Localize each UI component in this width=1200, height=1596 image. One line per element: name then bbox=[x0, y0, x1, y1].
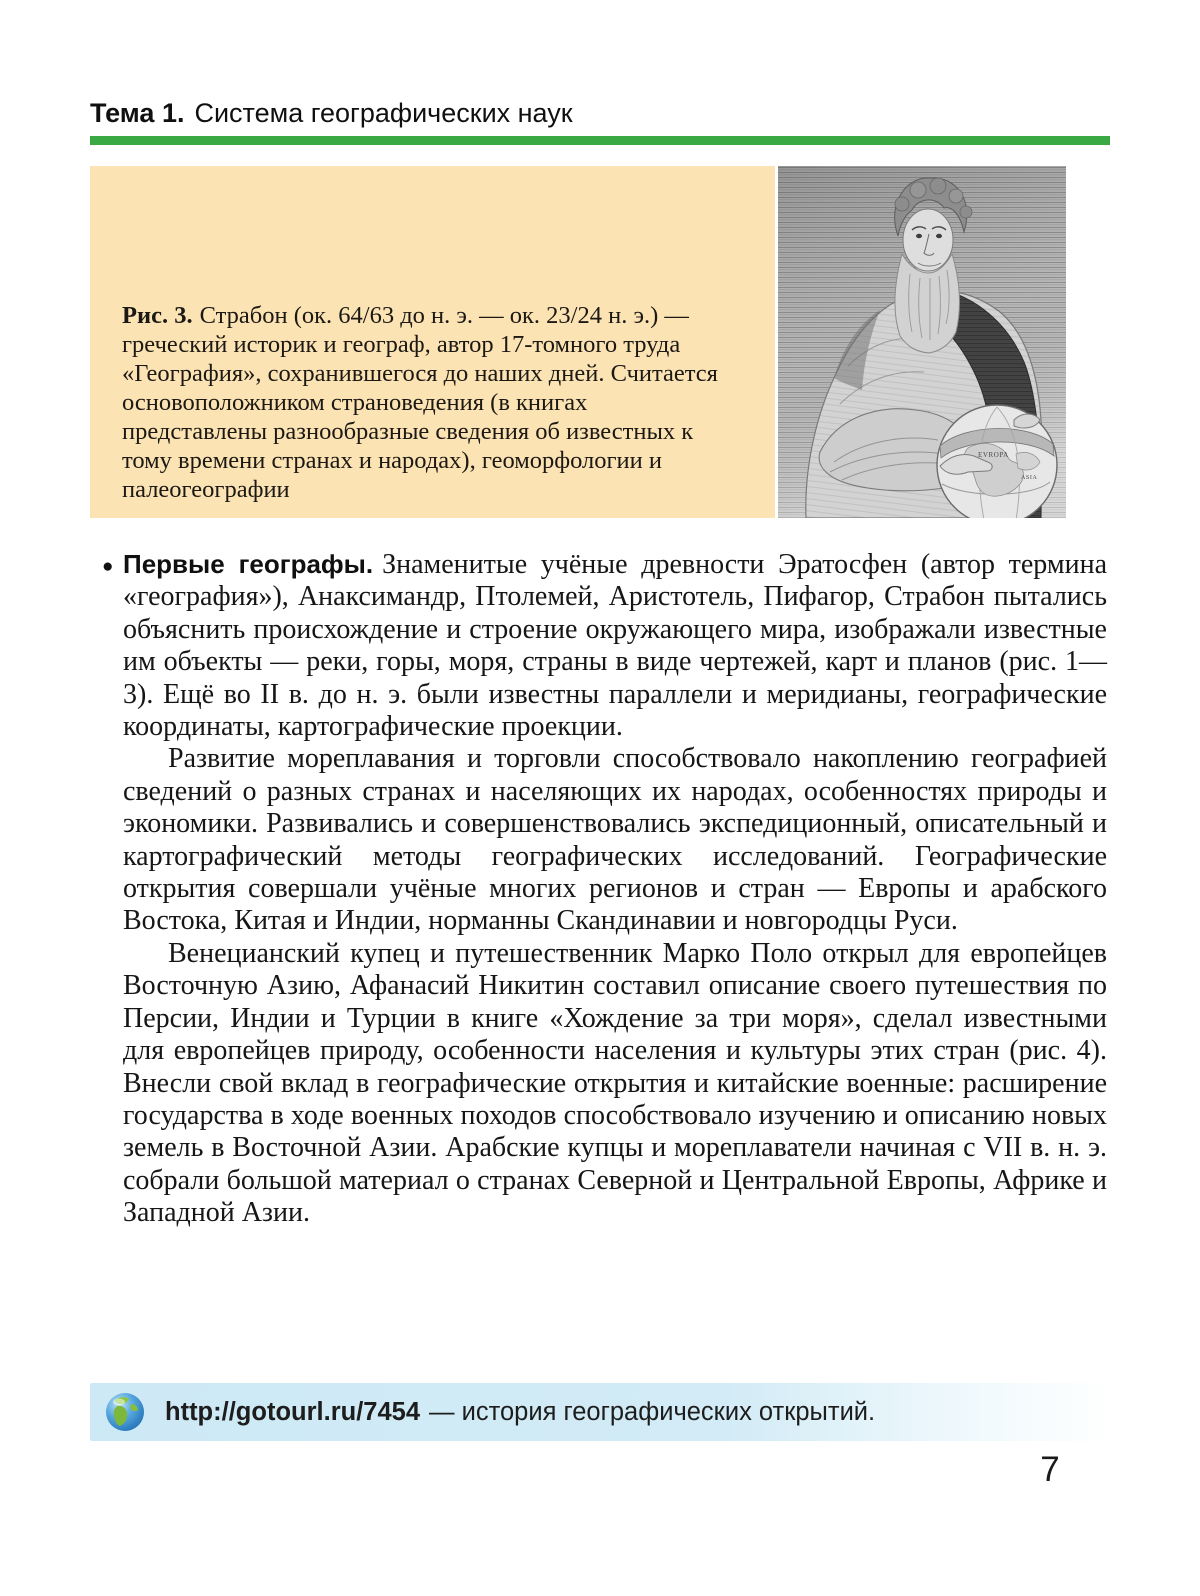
figure-caption-box bbox=[90, 166, 775, 518]
page-number: 7 bbox=[1040, 1450, 1060, 1489]
globe-icon bbox=[105, 1392, 145, 1432]
figure-caption-text: Страбон (ок. 64/63 до н. э. — ок. 23/24 н. э.) — греческий историк и географ, автор 17-томного труда «География», сохранившегося до наших дней. Считается основоположником страноведения (в книгах представлены разнообразные сведения об известных к тому времени странах и народах), геоморфологии и палеогеографии bbox=[122, 302, 718, 503]
link-description: — история географических открытий. bbox=[429, 1397, 876, 1426]
strabo-portrait-image bbox=[778, 166, 1066, 518]
globe-label-asia: ASIA bbox=[1021, 475, 1038, 481]
figure-caption-label: Рис. 3. bbox=[122, 302, 193, 329]
paragraph-first-text: Знаменитые учёные древности Эратосфен (автор термина «география»), Анаксимандр, Птолемей, Аристотель, Пифагор, Страбон пытались объяснить происхождение и строение окружающего мира, изображали известные им объекты — реки, горы, моря, страны в виде чертежей, карт и планов (рис. 1—3). Ещё во II в. до н. э. были известны параллели и меридианы, географические координаты, картографические проекции. bbox=[123, 549, 1107, 743]
paragraph-marco-polo: Венецианский купец и путешественник Марко Поло открыл для европейцев Восточную Азию, Афанасий Никитин составил описание своего путешествия по Персии, Индии и Турции в книге «Хождение за три моря», сделал известными для европейцев природу, особенности населения и культуры этих стран (рис. 4). Внесли свой вклад в географические открытия и китайские военные: расширение государства в ходе военных походов способствовало изучению и описанию новых земель в Восточной Азии. Арабские купцы и мореплаватели начиная с VII в. н. э. собрали большой материал о странах Северной и Центральной Европы, Африке и Западной Азии. bbox=[123, 937, 1107, 1229]
theme-label: Тема 1. bbox=[90, 98, 185, 128]
lead-term: Первые географы. bbox=[123, 549, 374, 579]
theme-header bbox=[90, 98, 1110, 129]
strabo-engraving bbox=[778, 166, 1066, 518]
paragraph-sea-trade: Развитие мореплавания и торговли способствовало накоплению географией сведений о разных странах и населяющих их народах, особенностях природы и экономики. Развивались и совершенствовались экспедиционный, описательный и картографический методы географических исследований. Географические открытия совершали учёные многих регионов и стран — Европы и арабского Востока, Китая и Индии, норманны Скандинавии и новгородцы Руси. bbox=[123, 743, 1107, 937]
link-bar[interactable] bbox=[90, 1383, 1112, 1441]
theme-title: Система географических наук bbox=[194, 98, 573, 128]
globe-label-europa: EVROPA bbox=[978, 451, 1009, 459]
paragraph-first-geographers bbox=[102, 548, 1107, 743]
theme-underline bbox=[90, 136, 1110, 145]
bullet-icon: ● bbox=[102, 556, 114, 577]
figure-caption bbox=[122, 301, 735, 504]
body-text bbox=[102, 548, 1107, 1230]
figure-strabo bbox=[90, 166, 1110, 518]
link-url[interactable]: http://gotourl.ru/7454 bbox=[165, 1397, 420, 1426]
link-text bbox=[165, 1398, 875, 1427]
